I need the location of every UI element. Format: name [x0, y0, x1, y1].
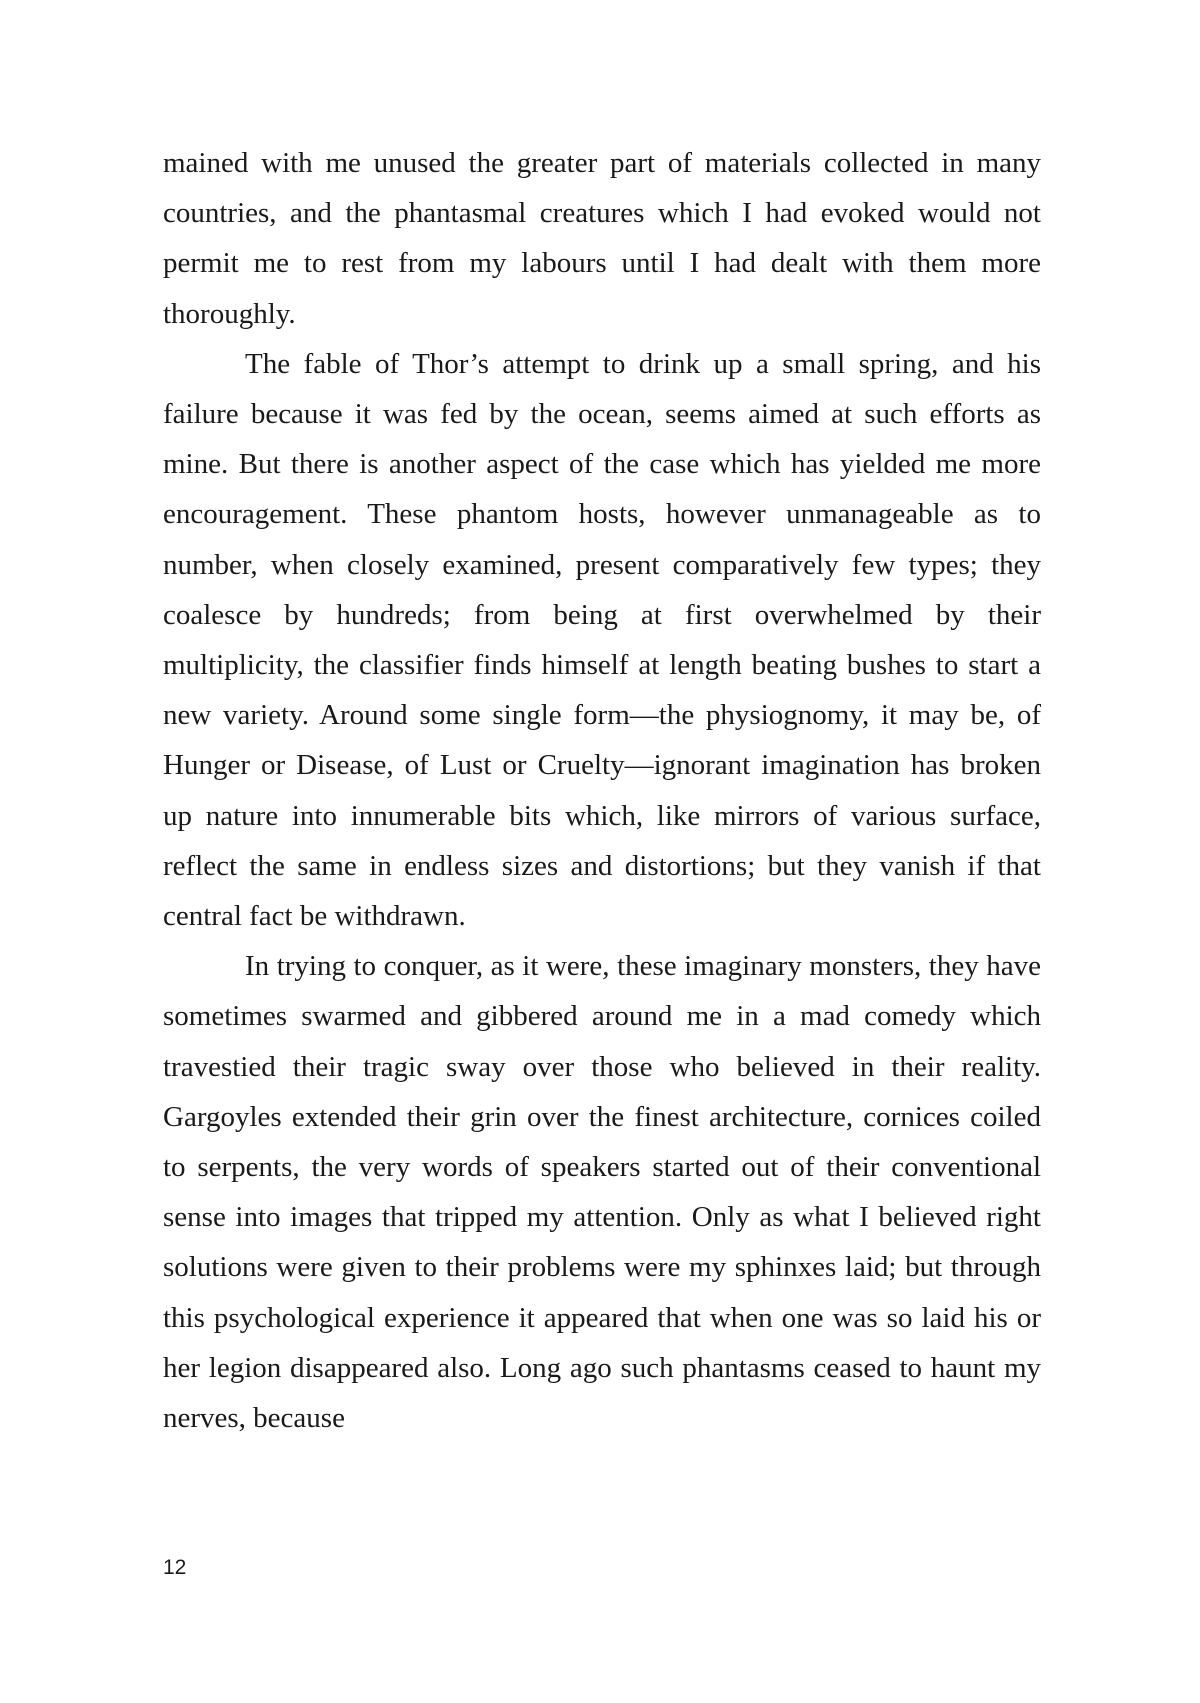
page-number: 12: [163, 1556, 187, 1579]
paragraph-imaginary-monsters: In trying to conquer, as it were, these imaginary monsters, they have sometimes swarmed and gibbered around me in a mad comedy which travestied their tragic sway over those who believed in their reality. Gargoyles extended their grin over the finest architecture, cornices coiled to serpents, the very words of speakers started out of their conventional sense into images that tripped my attention. Only as what I believed right solutions were given to their problems were my sphinxes laid; but through this psychological experience it appeared that when one was so laid his or her legion disappeared also. Long ago such phantasms ceased to haunt my nerves, because: [163, 950, 1041, 1435]
paragraph-continued: mained with me unused the greater part of materials collected in many countries, and the phantasmal creatures which I had evoked would not permit me to rest from my labours until I had dealt with them more thoroughly.: [163, 147, 1041, 330]
paragraph-thor-fable: The fable of Thor’s attempt to drink up a small spring, and his failure because it was fed by the ocean, seems aimed at such efforts as mine. But there is another aspect of the case which has yielded me more encouragement. These phantom hosts, however unmanageable as to number, when closely examined, present comparatively few types; they coalesce by hundreds; from being at first overwhelmed by their multiplicity, the classifier finds himself at length beating bushes to start a new variety. Around some single form—the physiognomy, it may be, of Hunger or Disease, of Lust or Cruelty—ignorant imagination has broken up nature into innumerable bits which, like mirrors of various surface, reflect the same in endless sizes and distortions; but they vanish if that central fact be withdrawn.: [163, 347, 1041, 933]
body-text: [163, 138, 1041, 1443]
